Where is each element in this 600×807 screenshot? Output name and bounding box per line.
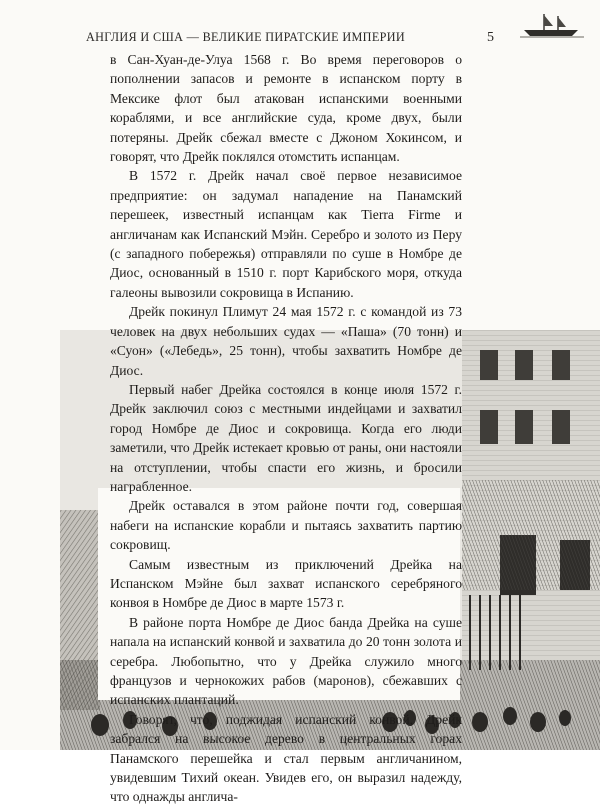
- paragraph: Самым известным из приключений Дрейка на Испанском Мэйне был захват испанского серебряного конвоя в Номбре де Диос в марте 1573 г.: [110, 556, 462, 611]
- paragraph: В районе порта Номбре де Диос банда Дрейка на суше напала на испанский конвой и захватила до 20 тонн золота и серебра. Любопытно, что у Дрейка служило много французов и чернокожих рабов (маронов), сбежавших с испанских плантаций.: [110, 614, 462, 708]
- paragraph: Первый набег Дрейка состоялся в конце июля 1572 г. Дрейк заключил союз с местными индейцами и захватил город Номбре де Диос и сокровища. Когда его люди заметили, что Дрейк истекает кровью от раны, они настояли на отступлении, чтобы спасти его жизнь, и бросили награбленное.: [110, 381, 462, 494]
- body-text: [110, 50, 462, 807]
- paragraph: В 1572 г. Дрейк начал своё первое независимое предприятие: он задумал нападение на Панамский перешеек, известный испанцам как Tierra Firme и англичанам как Испанский Мэйн. Серебро и золото из Перу (с западного побережья) отправляли по суше в Номбре де Диос, основанный в 1510 г. порт Карибского моря, откуда галеоны вывозили сокровища в Испанию.: [110, 168, 462, 300]
- running-title: АНГЛИЯ И США — ВЕЛИКИЕ ПИРАТСКИЕ ИМПЕРИИ: [86, 30, 406, 44]
- paragraph: в Сан-Хуан-де-Улуа 1568 г. Во время переговоров о пополнении запасов и ремонте в испанском порту в Мексике флот был атакован испанскими военными кораблями, и все английские суда, кроме двух, были потеряны. Дрейк сбежал вместе с Джоном Хокинсом, и говорят, что Дрейк поклялся отомстить испанцам.: [110, 52, 462, 165]
- page-number: 5: [487, 30, 494, 45]
- paragraph: Дрейк оставался в этом районе почти год, совершая набеги на испанские корабли и пытаясь захватить партию сокровищ.: [110, 498, 462, 553]
- ship-icon: [520, 10, 584, 40]
- paragraph: Говорят, что, поджидая испанский конвой, Дрейк забрался на высокое дерево в центральных горах Панамского перешейка и стал первым англичанином, увидевшим Тихий океан. Увидев его, он выразил надежду, что однажды англича-: [110, 711, 462, 805]
- paragraph: Дрейк покинул Плимут 24 мая 1572 г. с командой из 73 человек на двух небольших судах — «Паша» (70 тонн) и «Суон» («Лебедь», 25 тонн), чтобы захватить Номбре де Диос.: [110, 304, 462, 378]
